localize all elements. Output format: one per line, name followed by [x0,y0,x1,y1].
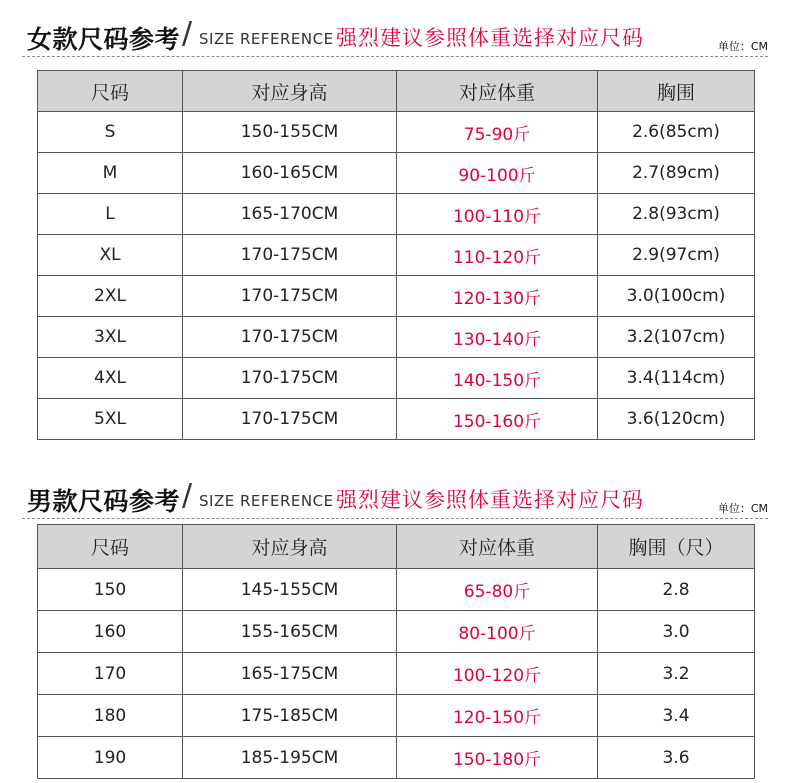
cell-height: 170-175CM [183,235,397,276]
women-size-table [37,70,755,440]
table-row [38,569,755,611]
cell-chest: 3.4 [598,695,755,737]
title-separator: / [182,478,193,513]
cell-height: 170-175CM [183,358,397,399]
men-section-title: 男款尺码参考 [27,487,181,516]
cell-weight: 100-120斤 [397,653,598,695]
table-row [38,153,755,194]
cell-size: 5XL [38,399,183,440]
cell-height: 150-155CM [183,112,397,153]
cell-chest: 2.6(85cm) [598,112,755,153]
cell-weight: 150-180斤 [397,737,598,779]
col-header-size: 尺码 [38,71,183,112]
cell-size: 160 [38,611,183,653]
cell-chest: 2.7(89cm) [598,153,755,194]
col-header-height: 对应身高 [183,71,397,112]
table-row [38,194,755,235]
cell-weight: 90-100斤 [397,153,598,194]
cell-weight: 75-90斤 [397,112,598,153]
cell-size: 170 [38,653,183,695]
table-row [38,276,755,317]
table-row [38,695,755,737]
cell-chest: 2.8(93cm) [598,194,755,235]
women-section-title: 女款尺码参考 [27,25,181,54]
women-section-header [0,0,790,56]
cell-chest: 3.2(107cm) [598,317,755,358]
cell-chest: 3.0 [598,611,755,653]
men-size-table [37,524,755,779]
cell-chest: 3.6(120cm) [598,399,755,440]
men-weight-tip: 强烈建议参照体重选择对应尺码 [336,488,644,512]
cell-size: 3XL [38,317,183,358]
men-unit-label: 单位：CM [717,502,768,515]
cell-height: 170-175CM [183,317,397,358]
table-row [38,235,755,276]
col-header-size: 尺码 [38,525,183,569]
cell-height: 170-175CM [183,399,397,440]
table-row [38,358,755,399]
women-weight-tip: 强烈建议参照体重选择对应尺码 [336,26,644,50]
table-header-row [38,525,755,569]
cell-chest: 2.8 [598,569,755,611]
col-header-chest: 胸围 [598,71,755,112]
cell-size: 190 [38,737,183,779]
cell-height: 165-175CM [183,653,397,695]
cell-chest: 3.4(114cm) [598,358,755,399]
col-header-height: 对应身高 [183,525,397,569]
cell-weight: 140-150斤 [397,358,598,399]
men-size-section [0,462,790,770]
cell-weight: 65-80斤 [397,569,598,611]
col-header-chest: 胸围（尺） [598,525,755,569]
cell-chest: 3.0(100cm) [598,276,755,317]
cell-height: 165-170CM [183,194,397,235]
table-row [38,737,755,779]
cell-size: 150 [38,569,183,611]
cell-chest: 3.6 [598,737,755,779]
table-row [38,112,755,153]
cell-height: 160-165CM [183,153,397,194]
cell-height: 175-185CM [183,695,397,737]
women-section-subtitle: SIZE REFERENCE [199,30,334,48]
cell-size: S [38,112,183,153]
cell-weight: 80-100斤 [397,611,598,653]
cell-size: L [38,194,183,235]
table-row [38,653,755,695]
men-section-header [0,462,790,518]
dashed-divider [22,56,768,57]
cell-chest: 3.2 [598,653,755,695]
cell-height: 170-175CM [183,276,397,317]
cell-size: XL [38,235,183,276]
table-row [38,399,755,440]
cell-size: M [38,153,183,194]
cell-weight: 110-120斤 [397,235,598,276]
cell-height: 145-155CM [183,569,397,611]
table-row [38,611,755,653]
col-header-weight: 对应体重 [397,71,598,112]
cell-weight: 120-150斤 [397,695,598,737]
table-row [38,317,755,358]
col-header-weight: 对应体重 [397,525,598,569]
cell-weight: 130-140斤 [397,317,598,358]
cell-weight: 120-130斤 [397,276,598,317]
dashed-divider [22,518,768,519]
cell-size: 180 [38,695,183,737]
cell-height: 155-165CM [183,611,397,653]
cell-height: 185-195CM [183,737,397,779]
title-separator: / [182,16,193,51]
men-section-subtitle: SIZE REFERENCE [199,492,334,510]
table-header-row [38,71,755,112]
cell-chest: 2.9(97cm) [598,235,755,276]
women-unit-label: 单位：CM [717,40,768,53]
cell-size: 2XL [38,276,183,317]
cell-weight: 150-160斤 [397,399,598,440]
cell-size: 4XL [38,358,183,399]
cell-weight: 100-110斤 [397,194,598,235]
